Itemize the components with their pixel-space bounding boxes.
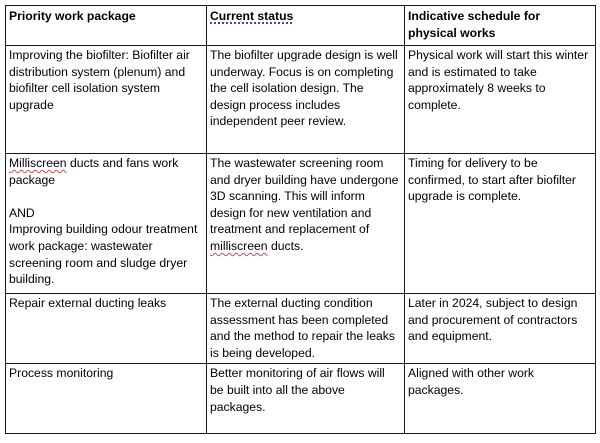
spellcheck-word: Milliscreen <box>9 156 67 170</box>
package-paragraph-1-text: ducts and fans work package <box>9 156 179 187</box>
cell-package <box>6 154 207 294</box>
cell-schedule: Timing for delivery to be confirmed, to start after biofilter upgrade is complete. <box>405 154 596 294</box>
cell-schedule: Aligned with other work packages. <box>405 364 596 434</box>
header-indicative-schedule: Indicative schedule for physical works <box>405 6 596 46</box>
paragraph-gap <box>9 188 203 205</box>
package-paragraph-2: Improving building odour treatment work package: wastewater screening room and sludge dryer building. <box>9 222 198 287</box>
cell-package: Repair external ducting leaks <box>6 294 207 364</box>
cell-status: Better monitoring of air flows will be built into all the above packages. <box>207 364 405 434</box>
table-header-row <box>6 6 596 46</box>
spellcheck-word: milliscreen <box>210 238 268 253</box>
cell-status <box>207 154 405 294</box>
status-text-end: ducts. <box>267 238 304 253</box>
header-current-status <box>207 6 405 46</box>
table-row <box>6 154 596 294</box>
cell-package: Process monitoring <box>6 364 207 434</box>
package-and: AND <box>9 205 35 220</box>
cell-package: Improving the biofilter: Biofilter air distribution system (plenum) and biofilter cell isolation system upgrade <box>6 46 207 154</box>
header-priority-work-package: Priority work package <box>6 6 207 46</box>
table-row <box>6 46 596 154</box>
cell-schedule: Physical work will start this winter and is estimated to take approximately 8 weeks to complete. <box>405 46 596 154</box>
work-package-table <box>5 5 596 434</box>
package-paragraph-1 <box>9 155 203 188</box>
cell-status: The external ducting condition assessment has been completed and the method to repair the leaks is being developed. <box>207 294 405 364</box>
cell-status: The biofilter upgrade design is well underway. Focus is on completing the cell isolation design. The design process includes independent peer review. <box>207 46 405 154</box>
cell-schedule: Later in 2024, subject to design and procurement of contractors and equipment. <box>405 294 596 364</box>
table-row <box>6 364 596 434</box>
table-row <box>6 294 596 364</box>
status-text: The wastewater screening room and dryer building have undergone 3D scanning. This will inform design for new ventilation and treatment and replacement of <box>210 156 399 237</box>
header-current-status-text: Current status <box>210 9 294 23</box>
